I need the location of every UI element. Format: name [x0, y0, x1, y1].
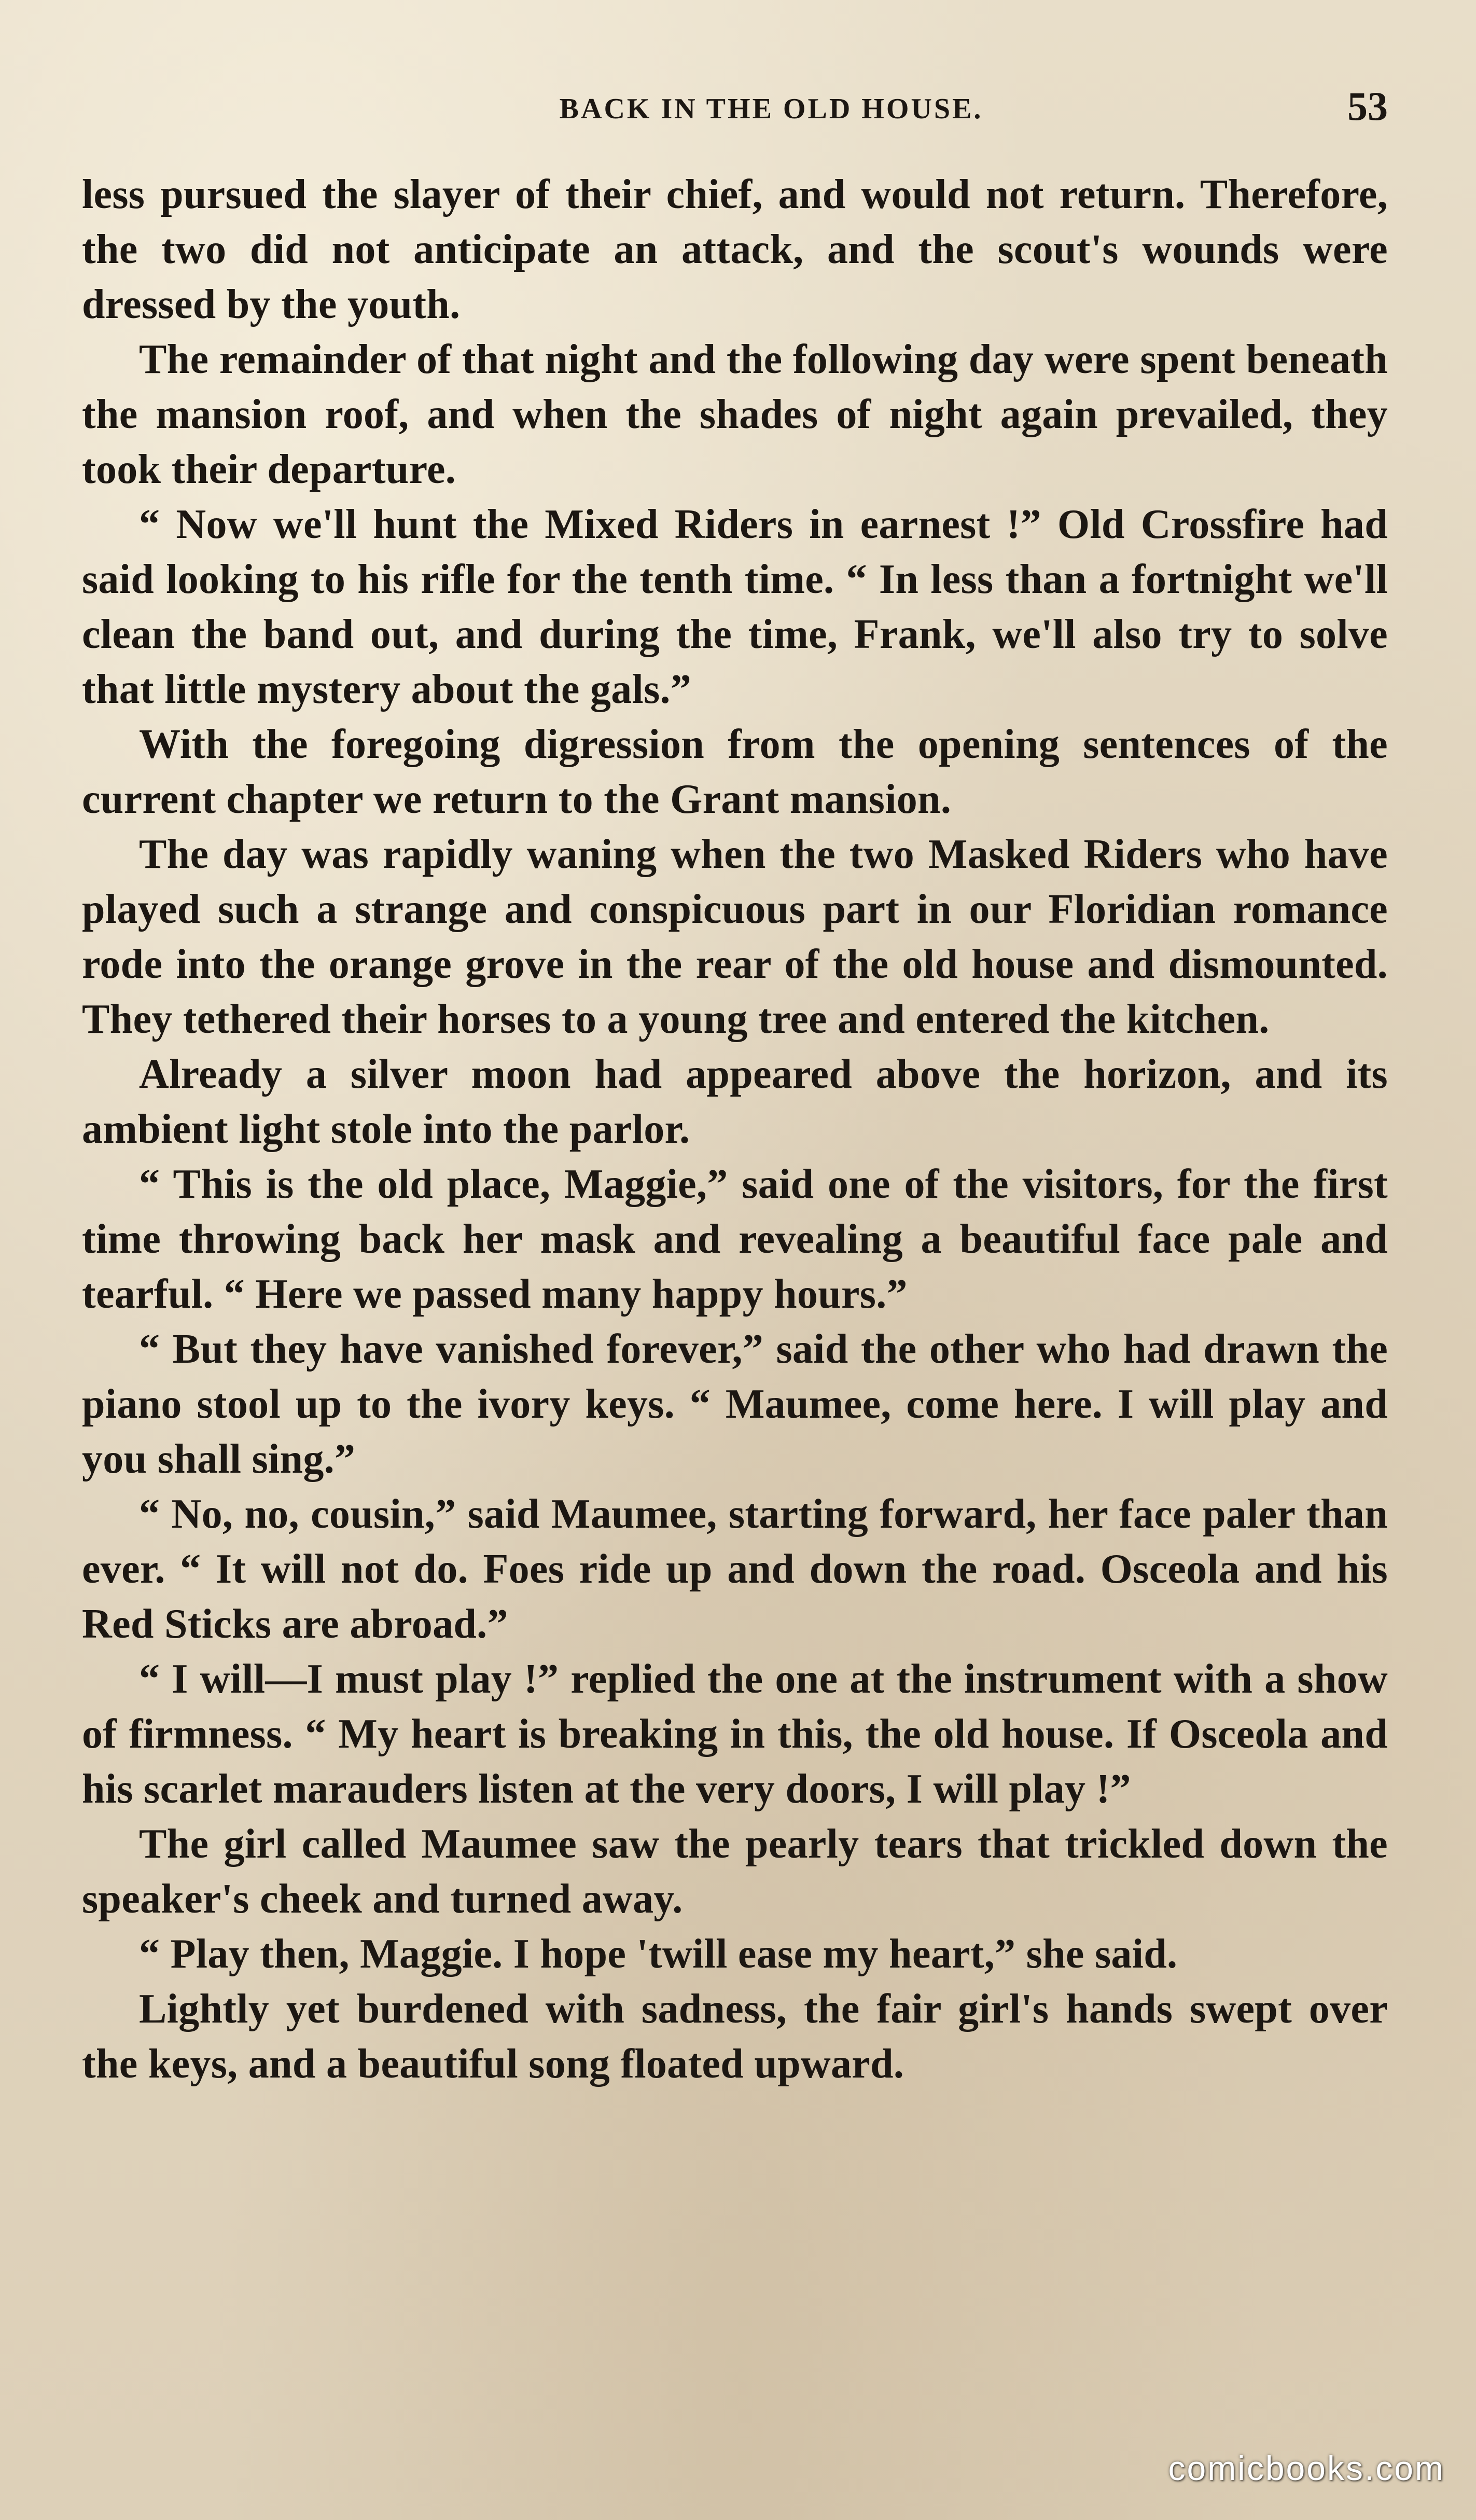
paragraph: “ This is the old place, Maggie,” said one of the visitors, for the first time throwing back her mask and revealing a beautiful face pale and tearful. “ Here we passed many happy hours.”: [82, 1161, 1388, 1317]
paragraph: less pursued the slayer of their chief, and would not return. Therefore, the two did not anticipate an attack, and the scout's wounds were dressed by the youth.: [82, 172, 1388, 327]
paragraph: With the foregoing digression from the opening sentences of the current chapter we return to the Grant mansion.: [82, 722, 1388, 822]
paragraph: “ I will—I must play !” replied the one at the instrument with a show of firmness. “ My heart is breaking in this, the old house. If Osceola and his scarlet marauders listen at the very doors, I will play !”: [82, 1656, 1388, 1812]
paragraph: “ But they have vanished forever,” said the other who had drawn the piano stool up to the ivory keys. “ Maumee, come here. I will play and you shall sing.”: [82, 1326, 1388, 1482]
page-number: 53: [1347, 84, 1388, 129]
paragraph: The day was rapidly waning when the two Masked Riders who have played such a strange and conspicuous part in our Floridian romance rode into the orange grove in the rear of the old house and dismounted. They tethered their horses to a young tree and entered the kitchen.: [82, 832, 1388, 1042]
running-head: [82, 83, 1388, 145]
paragraph: “ Now we'll hunt the Mixed Riders in earnest !” Old Crossfire had said looking to his rifle for the tenth time. “ In less than a fortnight we'll clean the band out, and during the time, Frank, we'll also try to solve that little mystery about the gals.”: [82, 502, 1388, 712]
running-title: BACK IN THE OLD HOUSE.: [559, 93, 983, 125]
watermark: comicbooks.com: [1168, 2449, 1445, 2487]
paragraph: “ No, no, cousin,” said Maumee, starting forward, her face paler than ever. “ It will not do. Foes ride up and down the road. Osceola and his Red Sticks are abroad.”: [82, 1491, 1388, 1647]
paragraph: The remainder of that night and the following day were spent beneath the mansion roof, and when the shades of night again prevailed, they took their departure.: [82, 337, 1388, 492]
body-text: [82, 167, 1388, 2092]
paragraph: Lightly yet burdened with sadness, the fair girl's hands swept over the keys, and a beautiful song floated upward.: [82, 1986, 1388, 2087]
paragraph: Already a silver moon had appeared above the horizon, and its ambient light stole into the parlor.: [82, 1051, 1388, 1152]
paragraph: The girl called Maumee saw the pearly tears that trickled down the speaker's cheek and turned away.: [82, 1821, 1388, 1922]
paragraph: “ Play then, Maggie. I hope 'twill ease my heart,” she said.: [139, 1931, 1178, 1977]
